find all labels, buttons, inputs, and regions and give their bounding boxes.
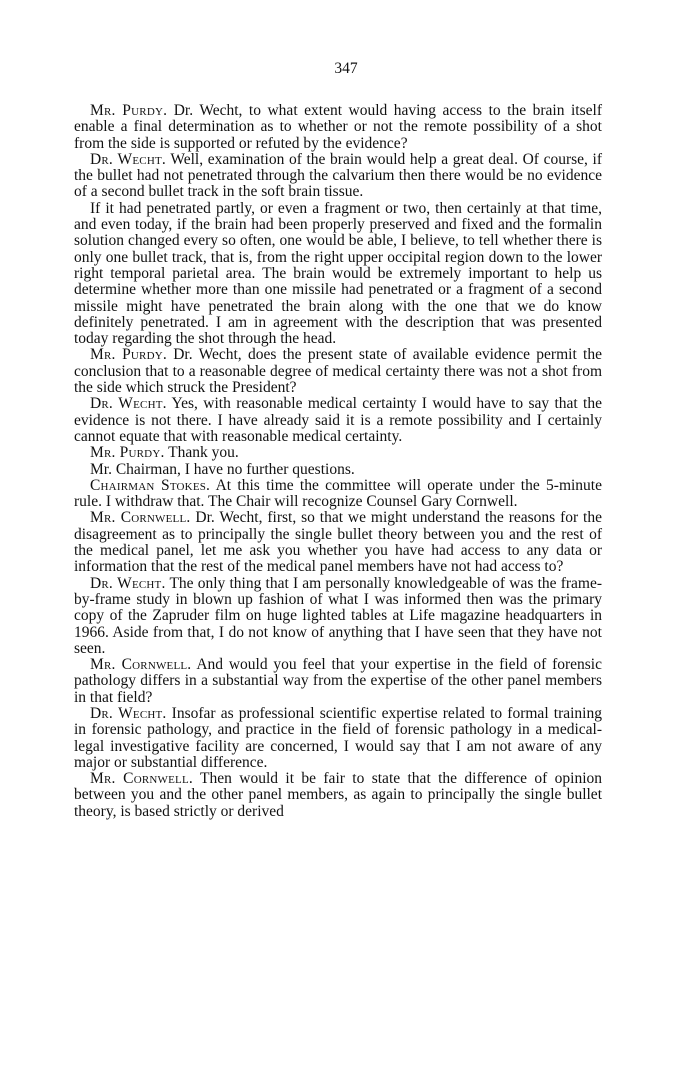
speaker-name: Mr. Purdy. [90,346,167,364]
transcript-paragraph [74,462,602,478]
speaker-name: Mr. Purdy. [90,102,168,119]
paragraph-text: The only thing that I am personally knowledgeable of was the frame-by-frame study in blown up fashion of what I was informed then was the primary copy of the Zapruder film on huge lighted tables at Life magazine headquarters in 1966. Aside from that, I do not know of anything that I have seen that they have not seen. [74,574,602,657]
paragraph-text: If it had penetrated partly, or even a fragment or two, then certainly at that time, and even today, if the brain had been properly preserved and fixed and the formalin solution changed every so often, one would be able, I believe, to tell whether there is only one bullet track, that is, from the right upper occipital region down to the lower right temporal parietal area. The brain would be extremely important to help us determine whether more than one missile had penetrated or a fragment of a second missile might have penetrated the brain along with the one that we do know definitely penetrated. I am in agreement with the description that was presented today regarding the shot through the head. [74,199,602,348]
transcript-body [74,103,602,820]
speaker-name: Dr. Wecht. [90,395,167,413]
transcript-paragraph [74,478,602,511]
paragraph-text: Dr. Wecht, does the present state of available evidence permit the conclusion that to a reasonable degree of medical certainty there was not a shot from the side which struck the President? [74,346,602,397]
paragraph-text: Dr. Wecht, first, so that we might understand the reasons for the disagreement as to principally the single bullet theory between you and the rest of the medical panel, let me ask you whether you have had access to any data or information that the rest of the medical panel members have not had access to? [74,509,602,576]
speaker-name: Chairman Stokes. [90,476,211,494]
speaker-name: Dr. Wecht. [90,704,167,722]
transcript-paragraph [74,103,602,152]
transcript-paragraph [74,510,602,575]
document-page [74,60,602,820]
speaker-name: Dr. Wecht. [90,150,166,168]
paragraph-text: Dr. Wecht, to what extent would having access to the brain itself enable a final determination as to whether or not the remote possibility of a shot from the side is supported or refuted by the evidence? [74,102,602,152]
transcript-paragraph [74,201,602,348]
speaker-name: Mr. Cornwell. [90,509,191,527]
transcript-paragraph [74,706,602,771]
speaker-name: Mr. Cornwell. [90,770,193,788]
transcript-paragraph [74,445,602,461]
speaker-name: Mr. Cornwell. [90,656,192,674]
transcript-paragraph [74,152,602,201]
paragraph-text: Insofar as professional scientific expertise related to formal training in forensic pathology, and practice in the field of forensic pathology in a medical-legal investigative facility are concerned, I would say that I am not aware of any major or substantial difference. [74,704,602,771]
transcript-paragraph [74,347,602,396]
paragraph-text: Then would it be fair to state that the difference of opinion between you and the other panel members, as again to principally the single bullet theory, is based strictly or derived [74,770,602,820]
paragraph-text: Yes, with reasonable medical certainty I would have to say that the evidence is not there. I have already said it is a remote possibility and I certainly cannot equate that with reasonable medical certainty. [74,395,602,445]
transcript-paragraph [74,771,602,820]
speaker-name: Dr. Wecht. [90,574,166,592]
paragraph-text: Well, examination of the brain would help a great deal. Of course, if the bullet had not penetrated through the calvarium then there would be no evidence of a second bullet track in the soft brain tissue. [74,150,603,201]
paragraph-text: And would you feel that your expertise in the field of forensic pathology differs in a substantial way from the expertise of the other panel members in that field? [74,656,602,706]
paragraph-text: Thank you. [164,444,239,462]
paragraph-text: At this time the committee will operate under the 5-minute rule. I withdraw that. The Chair will recognize Counsel Gary Cornwell. [74,476,602,511]
transcript-paragraph [74,396,602,445]
speaker-name: Mr. Purdy. [90,444,165,462]
transcript-paragraph [74,576,602,657]
transcript-paragraph [74,657,602,706]
page-number: 347 [334,60,358,77]
paragraph-text: Mr. Chairman, I have no further questions. [90,460,355,478]
